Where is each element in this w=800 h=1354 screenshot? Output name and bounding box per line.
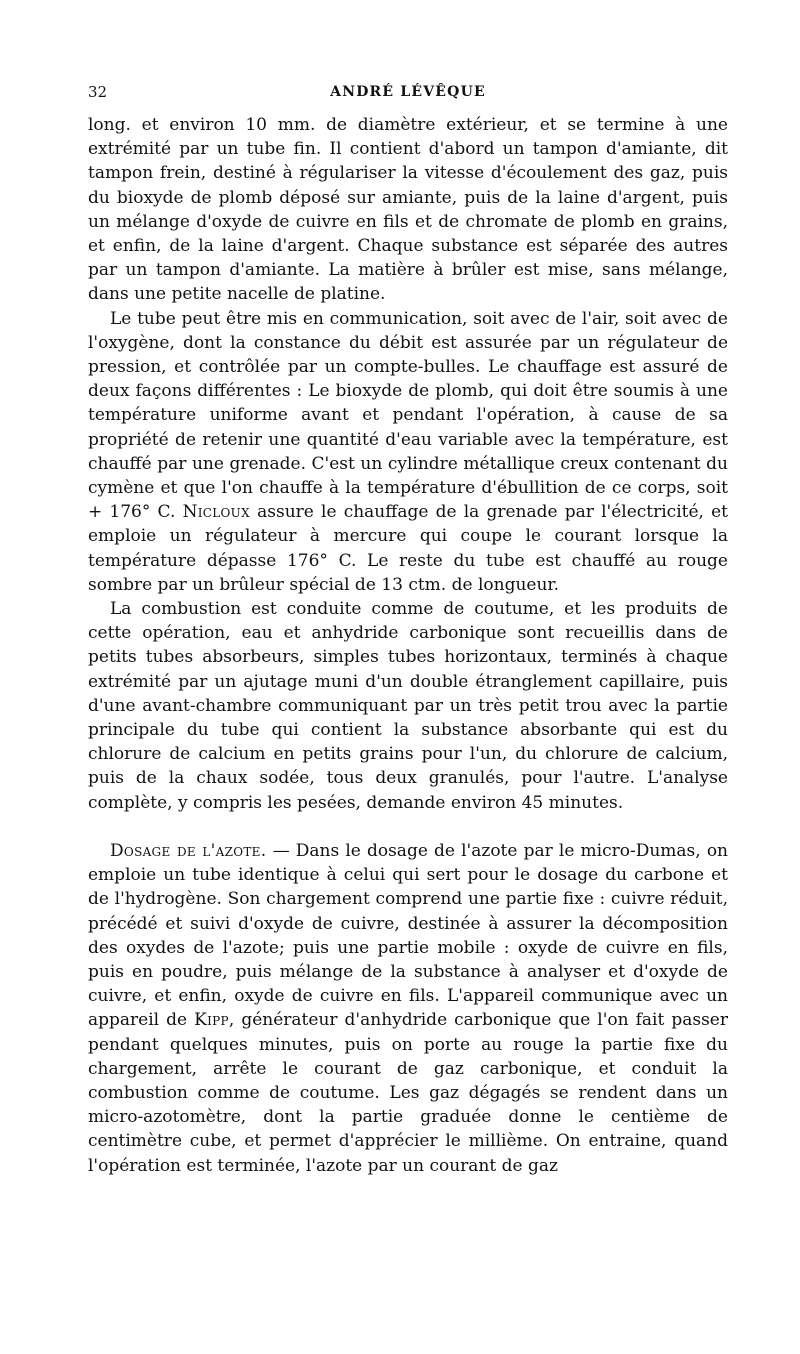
paragraph-chauffage <box>88 307 728 597</box>
paragraph-text: assure le chauffage de la grenade par l'électricité, et emploie un régulateur à mercure qui coupe le courant lorsque la température dépasse 176° C. Le reste du tube est chauffé au rouge sombre par un brûleur spécial de 13 ctm. de longueur. <box>88 502 728 595</box>
author-name-nicloux: Nicloux <box>182 502 250 523</box>
page-number: 32 <box>88 83 108 101</box>
paragraph-dosage-azote <box>88 839 728 1178</box>
paragraph-continued: long. et environ 10 mm. de diamètre extérieur, et se termine à une extrémité par un tube fin. Il contient d'abord un tampon d'amiante, dit tampon frein, destiné à régulariser la vitesse d'écoulement des gaz, puis du bioxyde de plomb déposé sur amiante, puis de la laine d'argent, puis un mélange d'oxyde de cuivre en fils et de chromate de plomb en grains, et enfin, de la laine d'argent. Chaque substance est séparée des autres par un tampon d'amiante. La matière à brûler est mise, sans mélange, dans une petite nacelle de platine. <box>88 115 728 305</box>
paragraph-text: Le tube peut être mis en communication, soit avec de l'air, soit avec de l'oxygène, dont la constance du débit est assurée par un régulateur de pression, et contrôlée par un compte-bulles. Le chauffage est assuré de deux façons différentes : Le bioxyde de plomb, qui doit être soumis à une température uniforme avant et pendant l'opération, à cause de sa propriété de retenir une quantité d'eau variable avec la température, est chauffé par une grenade. C'est un cylindre métallique creux contenant du cymène et que l'on chauffe à la température d'ébullition de ce corps, soit + 176° C. <box>88 308 728 523</box>
running-title: ANDRÉ LÉVÊQUE <box>330 84 486 100</box>
paragraph-text: , générateur d'anhydride carbonique que l'on fait passer pendant quelques minutes, puis on porte au rouge la partie fixe du chargement, arrête le courant de gaz carbonique, et conduit la combustion comme de coutume. Les gaz dégagés se rendent dans un micro-azotomètre, dont la partie graduée donne le centième de centimètre cube, et permet d'apprécier le millième. On entraine, quand l'opération est terminée, l'azote par un courant de gaz <box>88 1010 728 1176</box>
body-text <box>88 113 728 1178</box>
running-head <box>88 80 728 104</box>
section-heading: Dosage de l'azote. <box>110 840 267 861</box>
paragraph-text: — Dans le dosage de l'azote par le micro-Dumas, on emploie un tube identique à celui qui sert pour le dosage du carbone et de l'hydrogène. Son chargement comprend une partie fixe : cuivre réduit, précédé et suivi d'oxyde de cuivre, destinée à assurer la décomposition des oxydes de l'azote; puis une partie mobile : oxyde de cuivre en fils, puis en poudre, puis mélange de la substance à analyser et d'oxyde de cuivre, et enfin, oxyde de cuivre en fils. L'appareil communique avec un appareil de <box>88 840 729 1031</box>
author-name-kipp: Kipp <box>194 1010 229 1031</box>
paragraph-combustion: La combustion est conduite comme de coutume, et les produits de cette opération, eau et anhydride carbonique sont recueillis dans de petits tubes absorbeurs, simples tubes horizontaux, terminés à chaque extrémité par un ajutage muni d'un double étranglement capillaire, puis d'une avant-chambre communiquant par un très petit trou avec la partie principale du tube qui contient la substance absorbante qui est du chlorure de calcium en petits grains pour l'un, du chlorure de calcium, puis de la chaux sodée, tous deux granulés, pour l'autre. L'analyse complète, y compris les pesées, demande environ 45 minutes. <box>88 599 728 813</box>
